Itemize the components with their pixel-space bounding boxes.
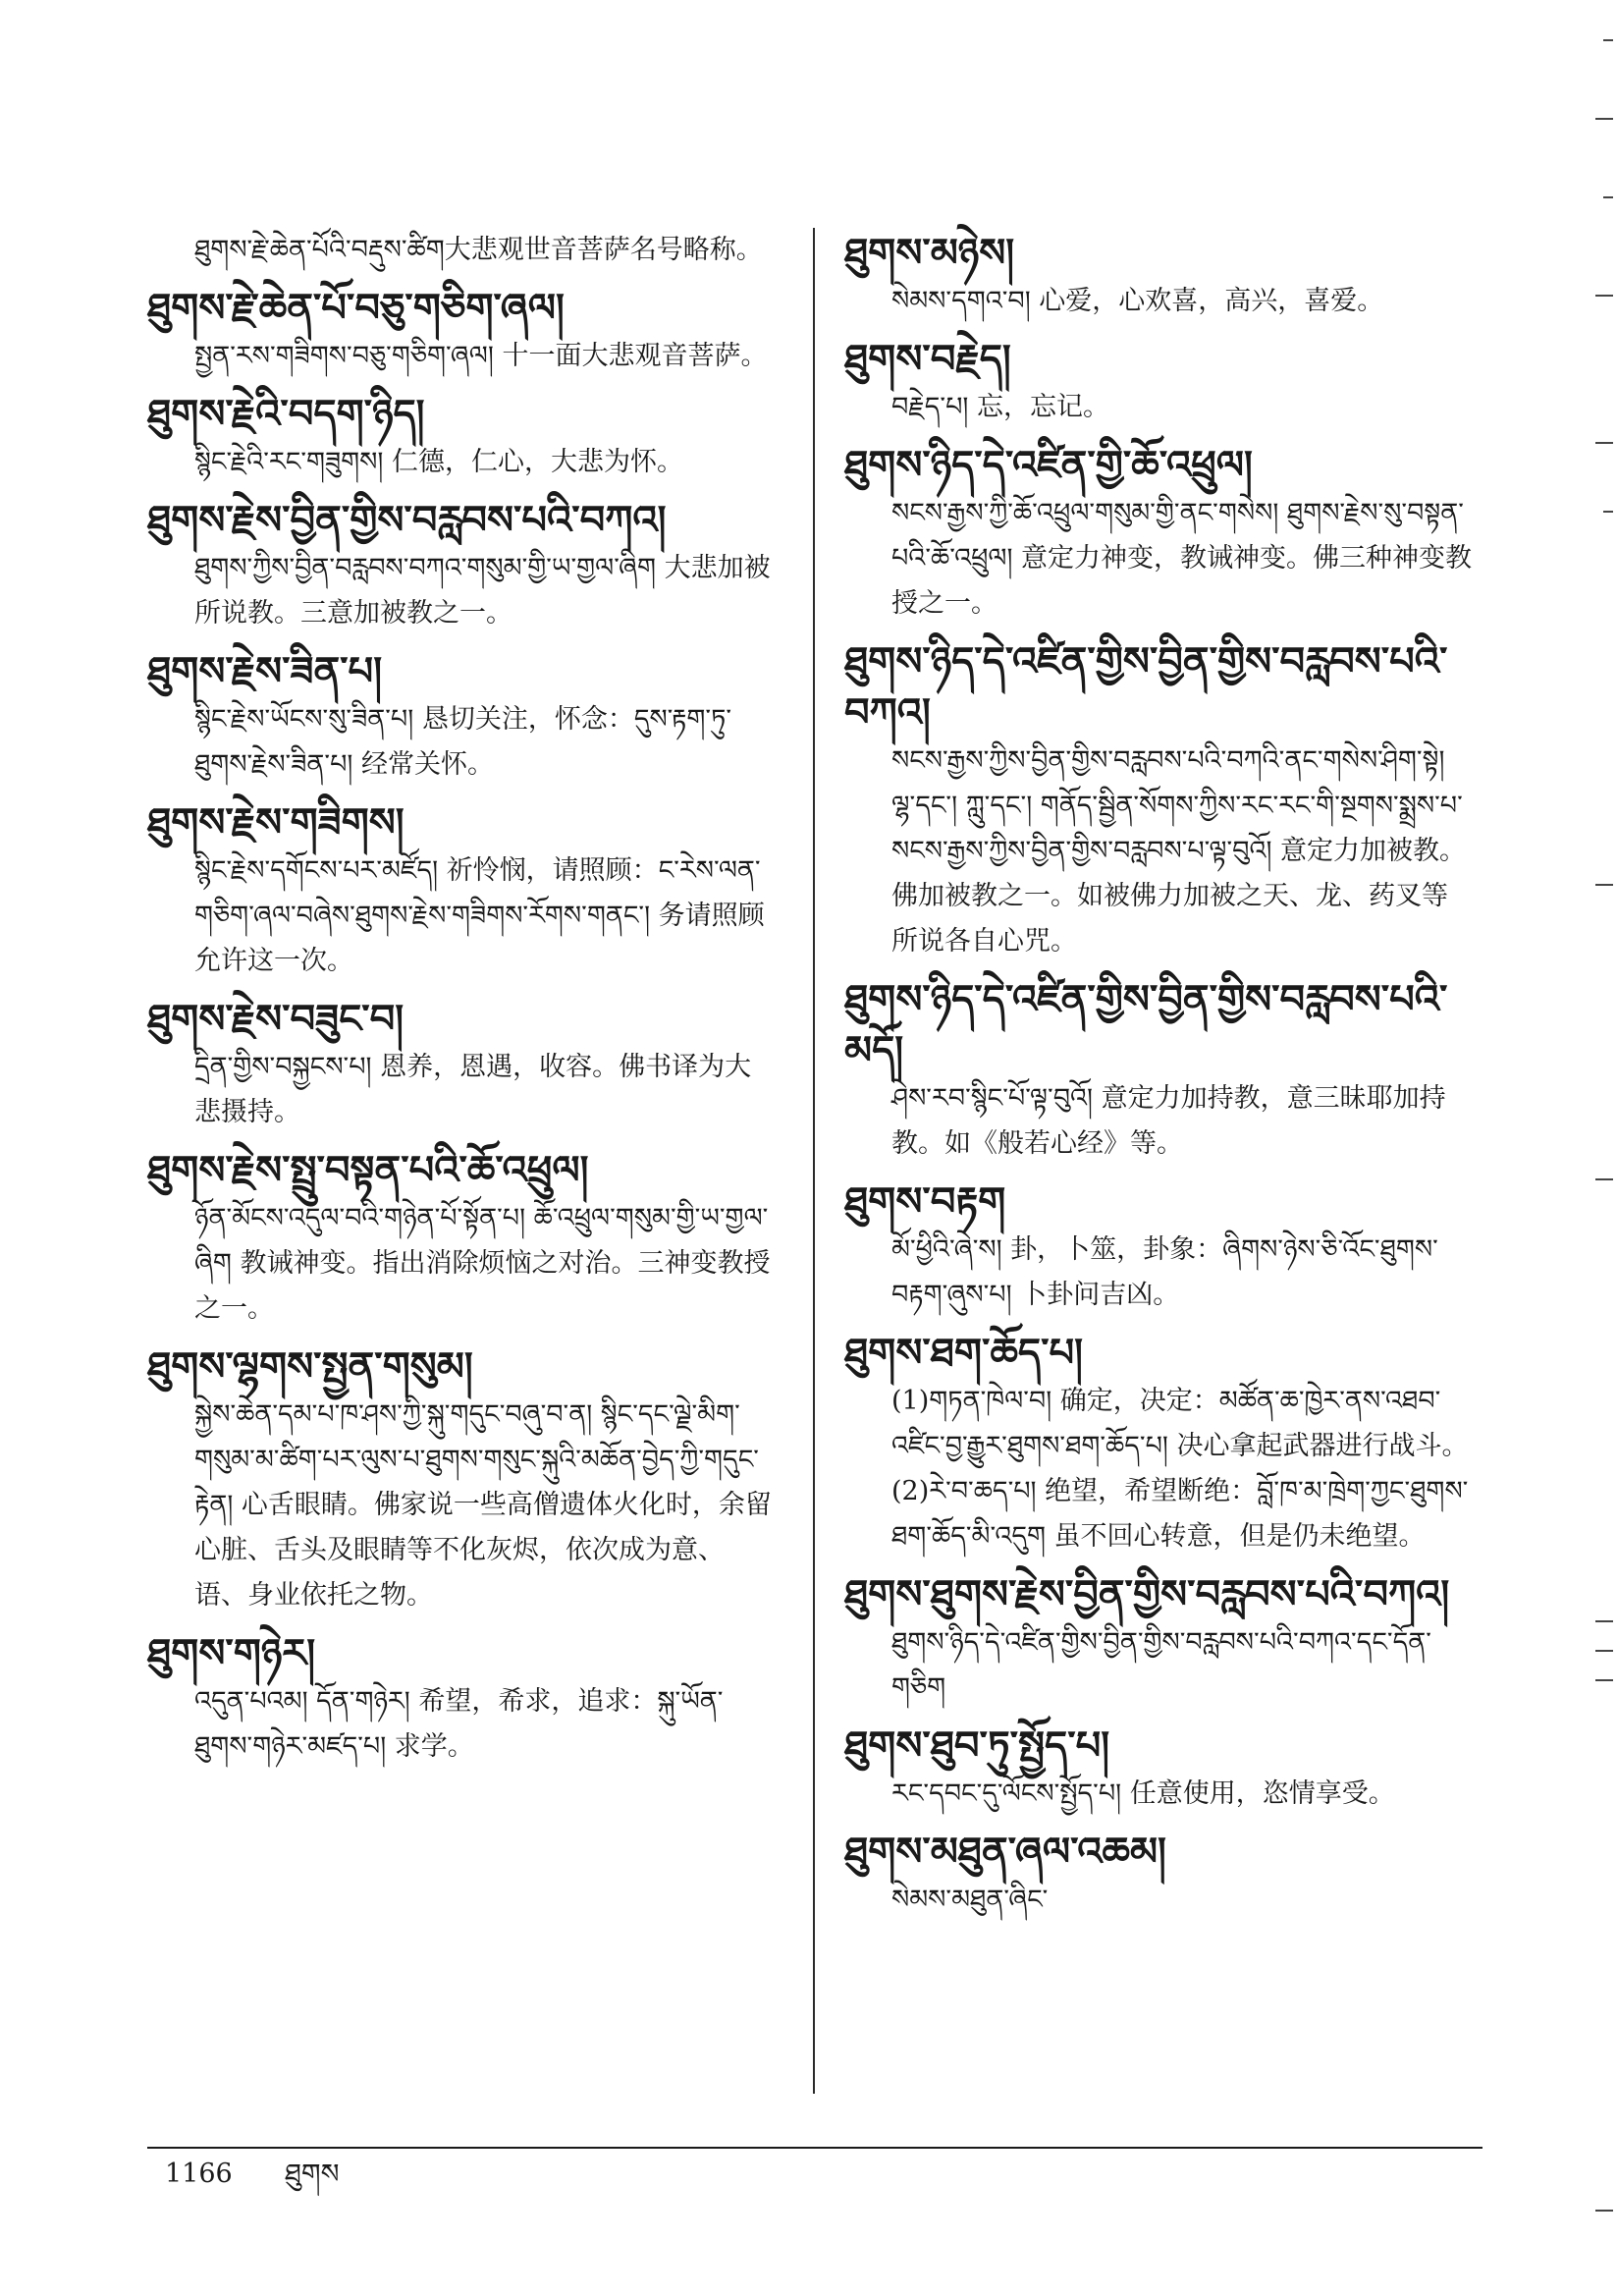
entry-headword: ཐུགས་ཉིད་དེ་འཛིན་གྱིས་བྱིན་གྱིས་བརླབས་པའི་མདོ། xyxy=(844,977,1448,1073)
entry-definition: དྲིན་གྱིས་བསྐྱངས་པ། 恩养，恩遇，收容。佛书译为大悲摄持。 xyxy=(194,1052,752,1127)
page-number: 1166 xyxy=(165,2159,233,2189)
dictionary-entry xyxy=(147,283,776,379)
dictionary-entry xyxy=(844,440,1473,627)
entry-definition: རང་དབང་དུ་ལོངས་སྤྱོད་པ། 任意使用，恣情享受。 xyxy=(891,1778,1395,1809)
entry-definition: སངས་རྒྱས་ཀྱིས་བྱིན་གྱིས་བརླབས་པའི་བཀའི་ནང་གསེས་ཤིག་སྟེ། ལྷ་དང་། ཀླུ་དང་། གནོད་སྦྱིན་སོགས་ཀྱིས་རང་རང་གི་སྔགས་སྨྲས་པ་སངས་རྒྱས་ཀྱིས་བྱིན་གྱིས་བརླབས་པ་ལྟ་བུའོ། 意定力加被教。佛加被教之一。如被佛力加被之天、龙、药叉等所说各自心咒。 xyxy=(891,745,1467,957)
dictionary-entry xyxy=(844,1721,1473,1817)
entry-headword: ཐུགས་རྗེས་བྱིན་གྱིས་བརླབས་པའི་བཀའ། xyxy=(147,498,667,543)
entry-headword: ཐུགས་རྗེའི་བདག་ཉིད། xyxy=(147,392,425,437)
entry-definition: ཉོན་མོངས་འདུལ་བའི་གཉེན་པོ་སྟོན་པ། ཆོ་འཕྲུལ་གསུམ་གྱི་ཡ་གྱལ་ཞིག 教诫神变。指出消除烦恼之对治。三神变教授之一。 xyxy=(194,1203,771,1324)
dictionary-entry xyxy=(147,228,776,273)
dictionary-entry xyxy=(844,636,1473,964)
running-head: ཐུགས xyxy=(285,2158,340,2190)
dictionary-entry xyxy=(147,1341,776,1618)
entry-headword: ཐུགས་ཐུགས་རྗེས་བྱིན་གྱིས་བརླབས་པའི་བཀའ། xyxy=(844,1572,1450,1617)
entry-headword: ཐུགས་གཉེར། xyxy=(147,1631,316,1676)
entry-definition: ཤེས་རབ་སྙིང་པོ་ལྟ་བུའོ། 意定力加持教，意三昧耶加持教。如《般若心经》等。 xyxy=(891,1083,1446,1159)
entry-definition: ཐུགས་རྗེ་ཆེན་པོའི་བརྡུས་ཚིག大悲观世音菩萨名号略称。 xyxy=(194,235,763,265)
right-column xyxy=(844,228,1473,1933)
entry-headword: ཐུགས་མཐུན་ཞལ་འཆམ། xyxy=(844,1830,1166,1875)
dictionary-entry xyxy=(844,1569,1473,1711)
dictionary-entry xyxy=(147,797,776,984)
entry-headword: ཐུགས་ཉིད་དེ་འཛིན་གྱིས་བྱིན་གྱིས་བརླབས་པའི་བཀའ། xyxy=(844,639,1448,736)
edge-mark xyxy=(1595,2210,1613,2212)
entry-headword: ཐུགས་རྗེས་སྤྲུ་བསྟན་པའི་ཆོ་འཕྲུལ། xyxy=(147,1148,589,1193)
dictionary-entry xyxy=(844,228,1473,324)
entry-definition: སྙིང་རྗེས་དགོངས་པར་མཛོད། 祈怜悯，请照顾：ང་རེས་ལན་གཅིག་ཞལ་བཞེས་ཐུགས་རྗེས་གཟིགས་རོགས་གནང་། 务请照顾允许这一次。 xyxy=(194,855,765,976)
entry-definition: འདུན་པའམ། དོན་གཉེར། 希望，希求，追求：སྐུ་ཡོན་ཐུགས་གཉེར་མཛད་པ། 求学。 xyxy=(194,1686,724,1762)
dictionary-entry xyxy=(844,1827,1473,1923)
dictionary-entry xyxy=(844,334,1473,430)
dictionary-entry xyxy=(844,1328,1473,1559)
footer-rule xyxy=(147,2147,1482,2149)
entry-definition: སངས་རྒྱས་ཀྱི་ཆོ་འཕྲུལ་གསུམ་གྱི་ནང་གསེས། ཐུགས་རྗེས་སུ་བསྟན་པའི་ཆོ་འཕྲུལ། 意定力神变，教诫神变。佛三种神变教授之一。 xyxy=(891,498,1473,619)
entry-headword: ཐུགས་མཉེས། xyxy=(844,231,1015,276)
edge-mark xyxy=(1603,511,1613,513)
entry-definition: ཐུགས་ཉིད་དེ་འཛིན་གྱིས་བྱིན་གྱིས་བརླབས་པའི་བཀའ་དང་དོན་གཅིག xyxy=(891,1627,1431,1703)
dictionary-entry xyxy=(147,495,776,636)
entry-headword: ཐུགས་རྗེས་ཟིན་པ། xyxy=(147,649,383,694)
dictionary-entry xyxy=(147,1628,776,1770)
column-divider xyxy=(813,228,815,2094)
edge-mark xyxy=(1595,1620,1613,1622)
entry-headword: ཐུགས་ཉིད་དེ་འཛིན་གྱི་ཆོ་འཕྲུལ། xyxy=(844,443,1253,488)
edge-mark xyxy=(1603,196,1613,198)
entry-headword: ཐུགས་ཐུབ་ཏུ་སྤྱོད་པ། xyxy=(844,1723,1110,1769)
entry-definition: སྤྱན་རས་གཟིགས་བཅུ་གཅིག་ཞལ། 十一面大悲观音菩萨。 xyxy=(194,341,768,371)
entry-definition: སྐྱེས་ཆེན་དམ་པ་ཁ་ཤས་ཀྱི་སྐུ་གདུང་བཞུ་བ་ན། སྙིང་དང་ལྗེ་མིག་གསུམ་མ་ཚིག་པར་ལུས་པ་ཐུགས་གསུང་སྐུའི་མཆོན་བྱེད་ཀྱི་གདུང་རྟེན། 心舌眼睛。佛家说一些高僧遗体火化时，余留心脏、舌头及眼睛等不化灰烬，依次成为意、语、身业依托之物。 xyxy=(194,1399,772,1611)
edge-mark xyxy=(1603,39,1613,41)
entry-definition: སྙིང་རྗེའི་རང་གཟུགས། 仁德，仁心，大悲为怀。 xyxy=(194,447,683,477)
entry-headword: ཐུགས་རྗེས་གཟིགས། xyxy=(147,800,404,846)
dictionary-entry xyxy=(147,389,776,485)
entry-headword: ཐུགས་ལྷགས་སྤྱན་གསུམ། xyxy=(147,1344,473,1390)
entry-definition: སེམས་དགའ་བ། 心爱，心欢喜，高兴，喜爱。 xyxy=(891,286,1384,316)
entry-definition: སེམས་མཐུན་ཞིང་ xyxy=(891,1885,1049,1915)
dictionary-entry xyxy=(147,646,776,788)
edge-mark xyxy=(1595,118,1613,120)
entry-headword: ཐུགས་བརྗེད། xyxy=(844,337,1011,382)
entry-headword: ཐུགས་རྗེ་ཆེན་པོ་བཅུ་གཅིག་ཞལ། xyxy=(147,286,565,331)
edge-mark xyxy=(1595,295,1613,297)
edge-mark xyxy=(1595,884,1613,886)
dictionary-entry xyxy=(147,1145,776,1332)
entry-definition: (1)གཏན་ཁེལ་བ། 确定，决定：མཚོན་ཆ་ཁྱེར་ནས་འཐབ་འཛིང་བྱ་རྒྱུར་ཐུགས་ཐག་ཆོད་པ། 决心拿起武器进行战斗。(2)རེ་བ་ཆད་པ། 绝望，希望断绝：བློ་ཁ་མ་ཁྲེག་ཀྱང་ཐུགས་ཐག་ཆོད་མི་འདུག 虽不回心转意，但是仍未绝望。 xyxy=(891,1386,1469,1552)
entry-definition: ཐུགས་ཀྱིས་བྱིན་བརླབས་བཀའ་གསུམ་གྱི་ཡ་གྱལ་ཞིག 大悲加被所说教。三意加被教之一。 xyxy=(194,553,771,629)
dictionary-entry xyxy=(147,994,776,1135)
entry-headword: ཐུགས་བརྟག xyxy=(844,1179,1006,1225)
edge-mark xyxy=(1595,1178,1613,1180)
entry-headword: ཐུགས་རྗེས་བཟུང་བ། xyxy=(147,997,404,1042)
entry-definition: བརྗེད་པ། 忘，忘记。 xyxy=(891,392,1109,422)
binding-edge-marks xyxy=(1593,0,1617,2296)
dictionary-entry xyxy=(844,1176,1473,1318)
entry-definition: མོ་ཕྱིའི་ཞེ་ས། 卦，卜筮，卦象：ཞིགས་ཉེས་ཅི་འོང་ཐུགས་བརྟག་ཞུས་པ། 卜卦问吉凶。 xyxy=(891,1234,1438,1310)
dictionary-entry xyxy=(844,974,1473,1167)
entry-definition: སྙིང་རྗེས་ཡོངས་སུ་ཟིན་པ། 恳切关注，怀念：དུས་རྟག་ཏུ་ཐུགས་རྗེས་ཟིན་པ། 经常关怀。 xyxy=(194,704,732,780)
entry-headword: ཐུགས་ཐག་ཆོད་པ། xyxy=(844,1331,1083,1376)
edge-mark xyxy=(1595,1679,1613,1681)
edge-mark xyxy=(1595,1650,1613,1652)
left-column xyxy=(147,228,776,1779)
edge-mark xyxy=(1595,442,1613,444)
